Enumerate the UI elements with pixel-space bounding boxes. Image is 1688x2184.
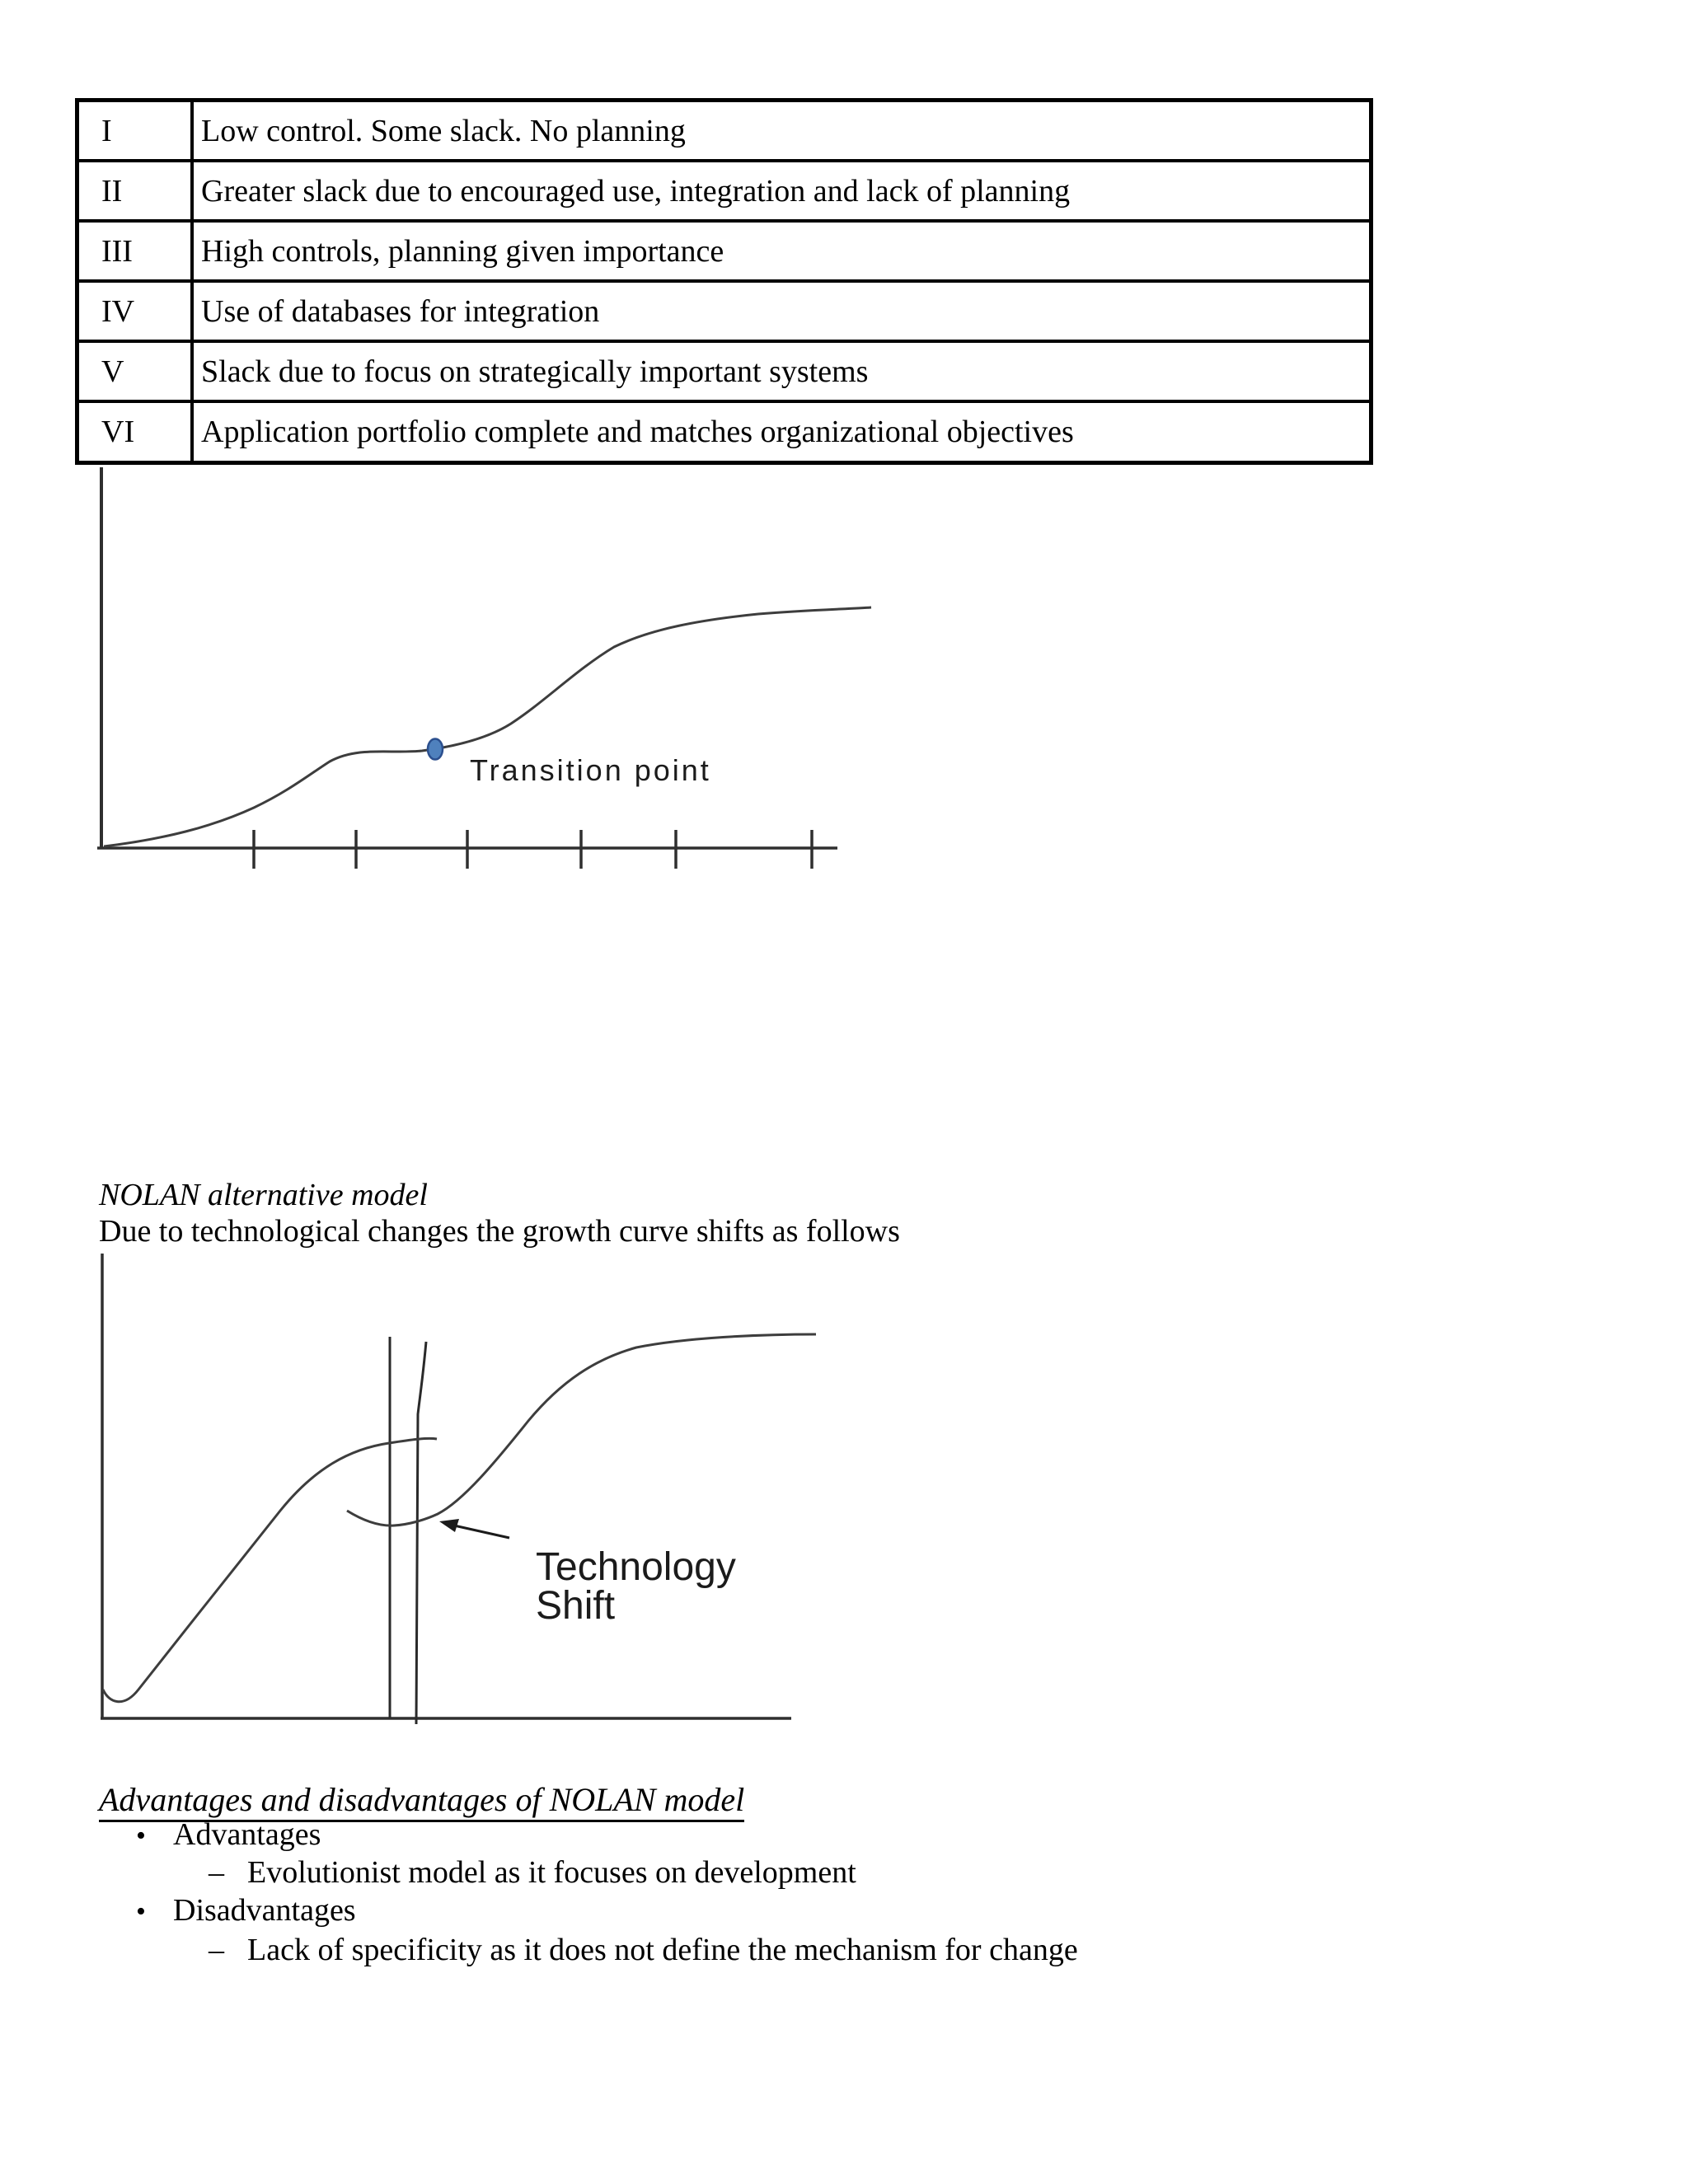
stage-description-cell: Use of databases for integration (201, 293, 600, 329)
stage-cell: VI (79, 403, 194, 461)
nolan-heading: NOLAN alternative model (99, 1178, 428, 1212)
table-row (79, 283, 1369, 343)
dash-icon: – (209, 1933, 224, 1967)
advantages-heading-text: Advantages and disadvantages of NOLAN model (99, 1781, 744, 1822)
growth-curve-figure (0, 462, 907, 874)
technology-shift-figure (0, 1249, 907, 1743)
stage-description-cell: Application portfolio complete and matches organizational objectives (201, 415, 1074, 449)
stage-description-cell: Slack due to focus on strategically important systems (201, 354, 869, 389)
bullet-text: Disadvantages (173, 1893, 356, 1928)
bullet-item (136, 1816, 321, 1854)
arrowhead-icon (439, 1519, 459, 1532)
bullet-icon: • (136, 1821, 146, 1851)
stage-description-cell: Greater slack due to encouraged use, integration and lack of planning (201, 173, 1071, 209)
original-growth-curve (103, 1438, 437, 1701)
divider-line-2 (416, 1342, 426, 1724)
growth-curve-chart (0, 462, 907, 874)
sub-bullet-text: Evolutionist model as it focuses on development (247, 1855, 856, 1890)
bullet-icon: • (136, 1896, 146, 1927)
bullet-item (136, 1892, 356, 1930)
growth-curve (104, 607, 871, 846)
technology-shift-chart (0, 1249, 907, 1743)
sub-bullet-item (209, 1854, 856, 1891)
table-row (79, 223, 1369, 283)
bullet-text: Advantages (173, 1817, 321, 1852)
stage-cell: V (79, 343, 194, 400)
nolan-alternative-section (99, 1177, 900, 1249)
dash-icon: – (209, 1855, 224, 1890)
table-row (79, 162, 1369, 223)
transition-point-label: Transition point (470, 753, 711, 787)
stage-table (75, 98, 1373, 465)
table-row (79, 403, 1369, 461)
stage-description-cell: Low control. Some slack. No planning (201, 113, 686, 148)
technology-shift-label-line1: Technology (536, 1545, 736, 1589)
sub-bullet-item (209, 1932, 1078, 1968)
stage-cell: II (79, 162, 194, 219)
table-row (79, 102, 1369, 162)
technology-shift-label-line2: Shift (536, 1584, 616, 1628)
nolan-subheading: Due to technological changes the growth curve shifts as follows (99, 1214, 900, 1249)
stage-cell: I (79, 102, 194, 159)
table-row (79, 343, 1369, 403)
stage-description-cell: High controls, planning given importance (201, 233, 724, 269)
transition-point-marker (428, 739, 443, 760)
stage-cell: IV (79, 283, 194, 340)
technology-shift-arrow (439, 1519, 509, 1538)
stage-cell: III (79, 223, 194, 279)
sub-bullet-text: Lack of specificity as it does not define the mechanism for change (247, 1933, 1078, 1967)
